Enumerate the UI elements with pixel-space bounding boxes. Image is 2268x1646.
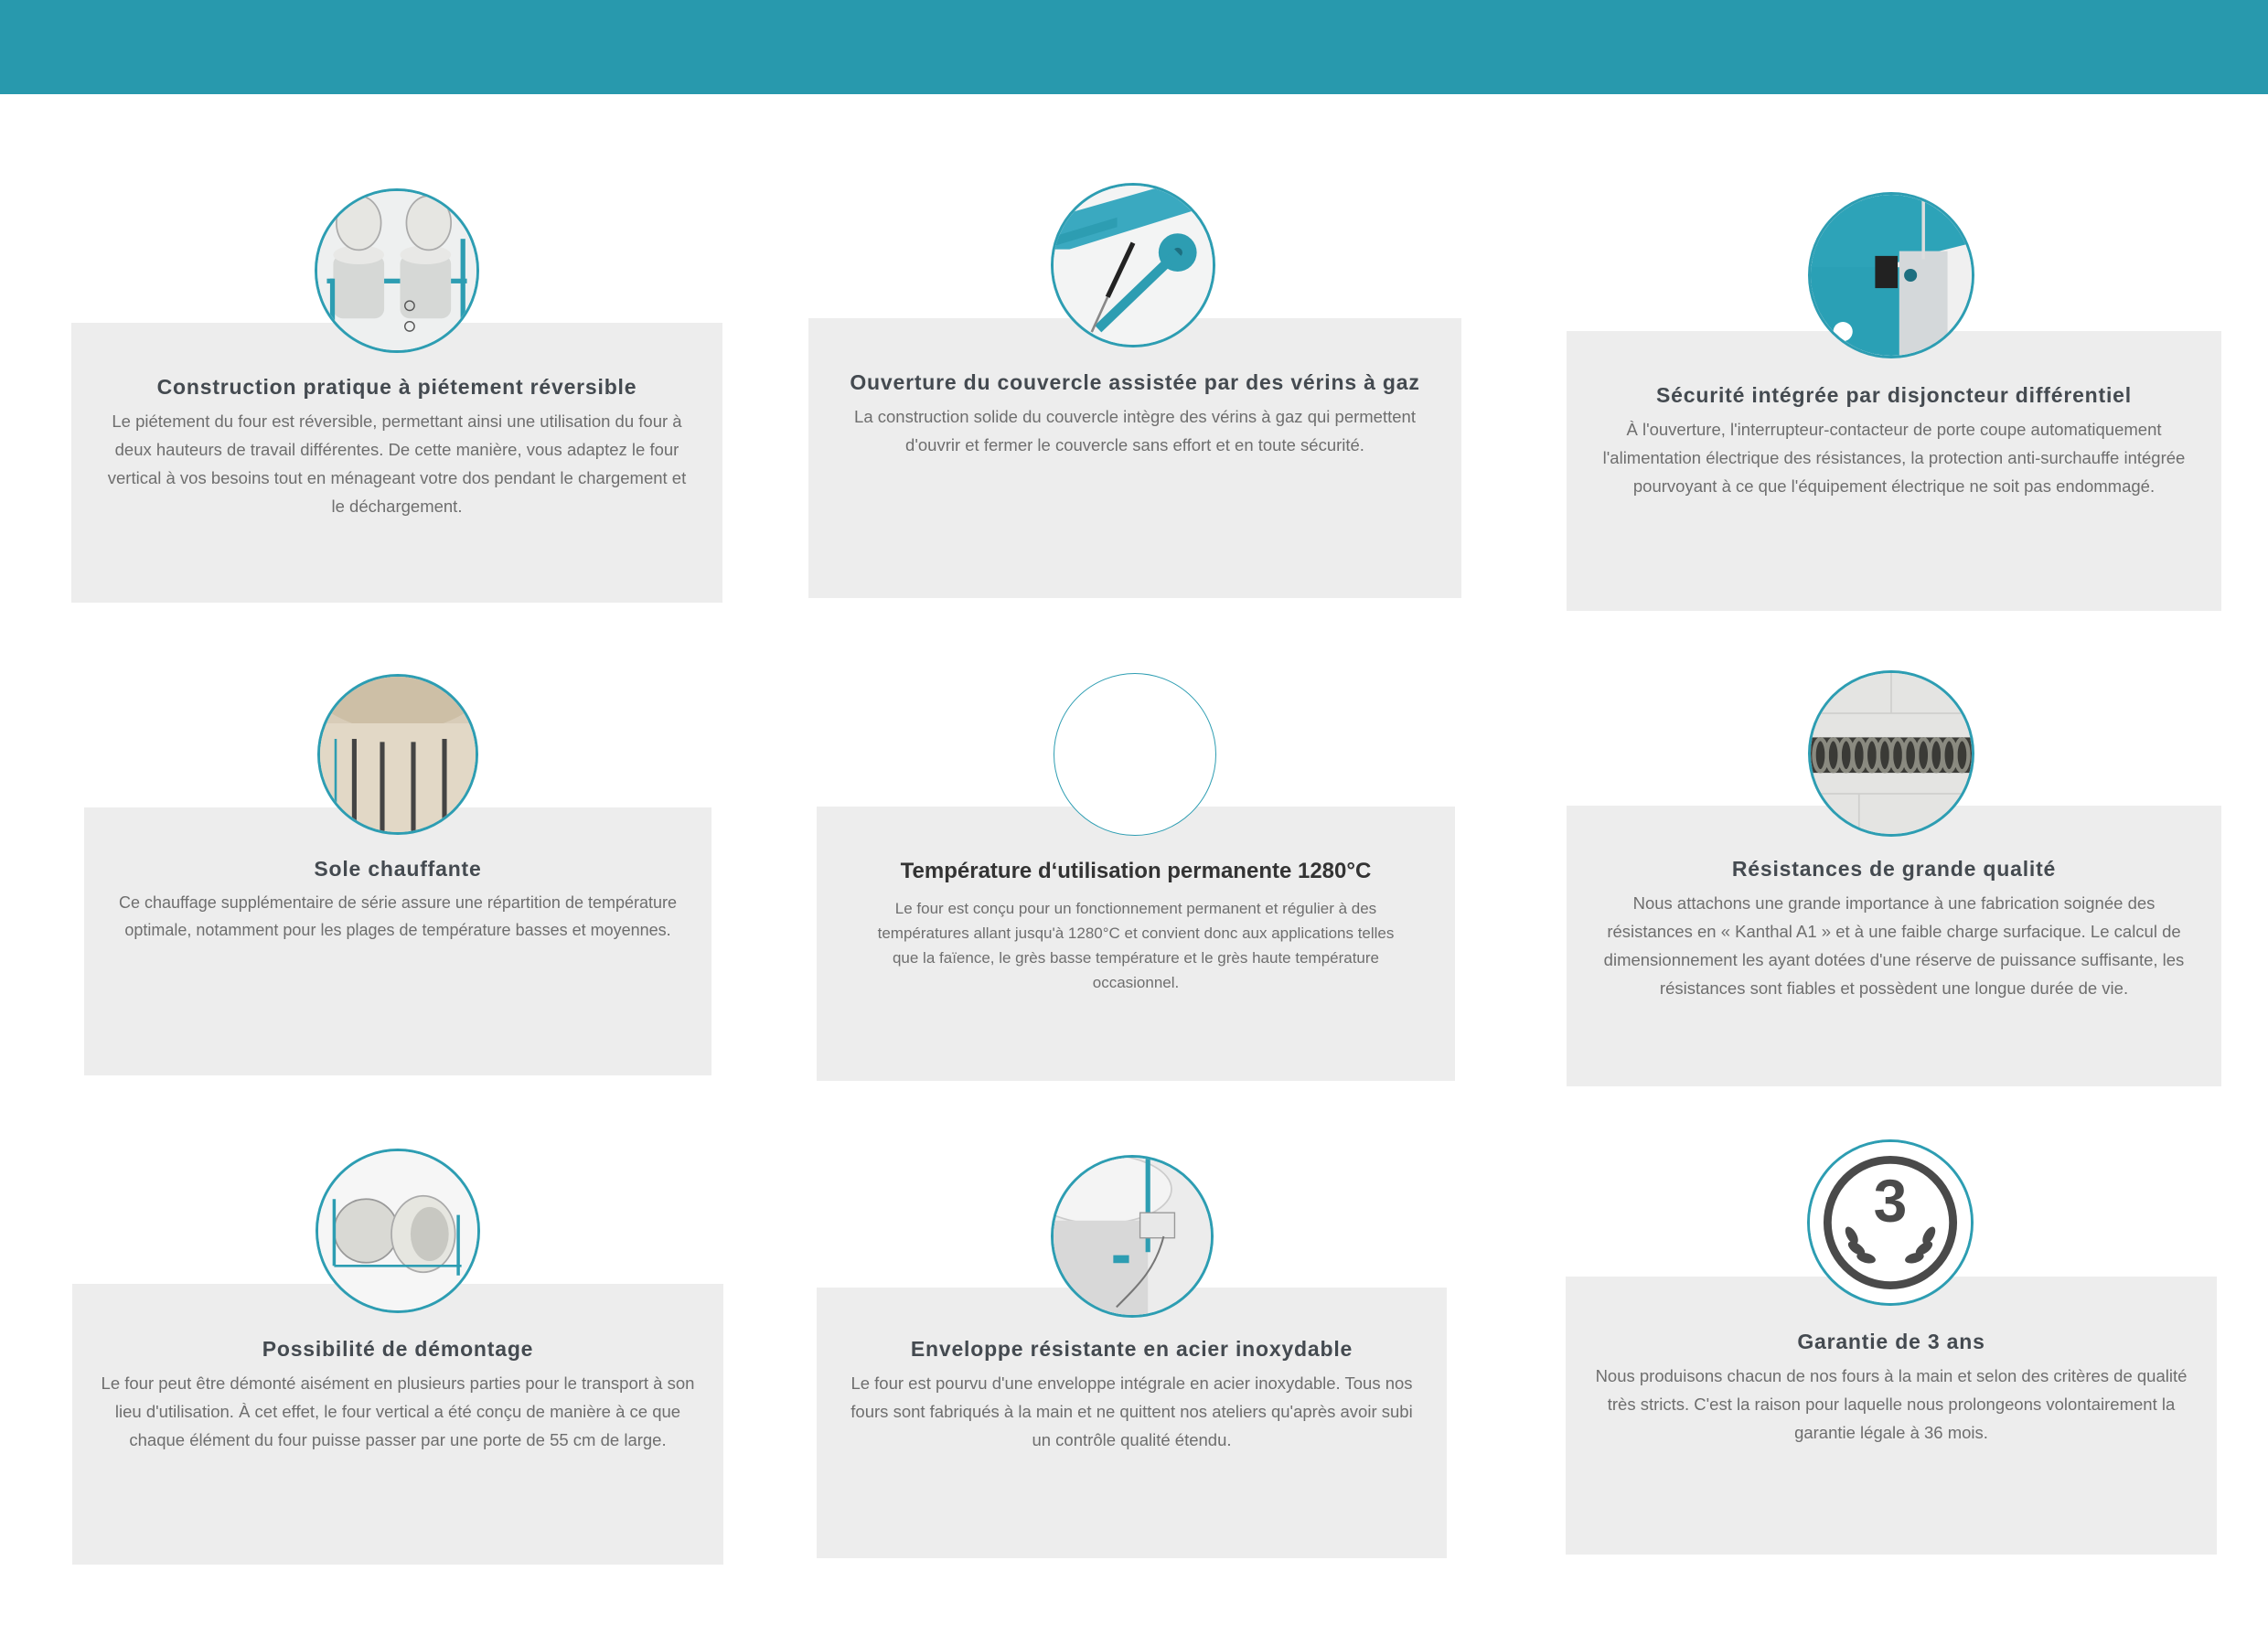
feature-card-safety-switch — [1567, 331, 2221, 611]
feature-card-stainless-casing — [817, 1288, 1447, 1558]
feature-card-heating-coils — [1567, 806, 2221, 1086]
feature-title: Ouverture du couvercle assistée par des vérins à gaz — [850, 370, 1420, 394]
feature-title: Construction pratique à piétement réversible — [156, 375, 637, 399]
header-bar — [0, 0, 2268, 94]
heated-floor-icon — [317, 674, 478, 835]
feature-card-dismantling — [72, 1284, 723, 1565]
dismantled-kiln-icon — [316, 1149, 480, 1313]
feature-text: Le four est conçu pour un fonctionnement permanent et régulier à des températures allant jusqu'à 1280°C et convient donc aux applications telles que la faïence, le grès basse température et le grès haute température occasionnel. — [877, 900, 1395, 991]
heating-coil-icon — [1808, 670, 1974, 837]
reversible-legs-icon — [315, 188, 479, 353]
gas-spring-lid-icon — [1051, 183, 1215, 347]
feature-title: Résistances de grande qualité — [1731, 857, 2057, 881]
feature-title: Possibilité de démontage — [262, 1337, 534, 1361]
stainless-casing-icon — [1051, 1155, 1214, 1318]
feature-text: À l'ouverture, l'interrupteur-contacteur de porte coupe automatiquement l'alimentation électrique des résistances, la protection anti-surchauffe intégrée pourvoyant à ce que l'équipement électrique ne soit pas endommagé. — [1602, 420, 2186, 496]
feature-text: La construction solide du couvercle intègre des vérins à gaz qui permettent d'ouvrir et fermer le couvercle sans effort et en toute sécurité. — [854, 407, 1416, 454]
feature-title: Température d‘utilisation permanente 1280°C — [900, 859, 1372, 883]
feature-title: Enveloppe résistante en acier inoxydable — [910, 1337, 1353, 1361]
feature-text: Le piétement du four est réversible, permettant ainsi une utilisation du four à deux hauteurs de travail différentes. De cette manière, vous adaptez le four vertical à vos besoins tout en ménageant votre dos pendant le chargement et le déchargement. — [107, 412, 687, 516]
feature-card-reversible-legs — [71, 323, 722, 603]
feature-card-gas-spring-lid — [808, 318, 1461, 598]
feature-text: Ce chauffage supplémentaire de série assure une répartition de température optimale, notamment pour les plages de température basses et moyennes. — [118, 893, 678, 939]
feature-title: Garantie de 3 ans — [1797, 1330, 1985, 1353]
feature-card-temperature — [817, 807, 1455, 1081]
feature-card-heated-floor — [84, 807, 711, 1075]
feature-title: Sécurité intégrée par disjoncteur différentiel — [1656, 383, 2132, 407]
safety-switch-icon — [1808, 192, 1974, 358]
empty-circle-icon — [1054, 673, 1216, 836]
three-year-warranty-icon — [1807, 1139, 1974, 1306]
feature-text: Nous attachons une grande importance à une fabrication soignée des résistances en « Kanthal A1 » et à une faible charge surfacique. Le calcul de dimensionnement les ayant dotées d'une réserve de puissance suffisante, les résistances sont fiables et possèdent une longue durée de vie. — [1603, 893, 2185, 998]
warranty-badge-number: 3 — [1873, 1167, 1908, 1234]
feature-text: Nous produisons chacun de nos fours à la main et selon des critères de qualité très stricts. C'est la raison pour laquelle nous prolongeons volontairement la garantie légale à 36 mois. — [1595, 1366, 2188, 1442]
feature-card-warranty — [1566, 1277, 2217, 1555]
feature-text: Le four peut être démonté aisément en plusieurs parties pour le transport à son lieu d'utilisation. À cet effet, le four vertical a été conçu de manière à ce que chaque élément du four puisse passer par une porte de 55 cm de large. — [101, 1373, 695, 1449]
feature-text: Le four est pourvu d'une enveloppe intégrale en acier inoxydable. Tous nos fours sont fabriqués à la main et ne quittent nos ateliers qu'après avoir subi un contrôle qualité étendu. — [850, 1373, 1413, 1449]
feature-title: Sole chauffante — [314, 857, 482, 881]
